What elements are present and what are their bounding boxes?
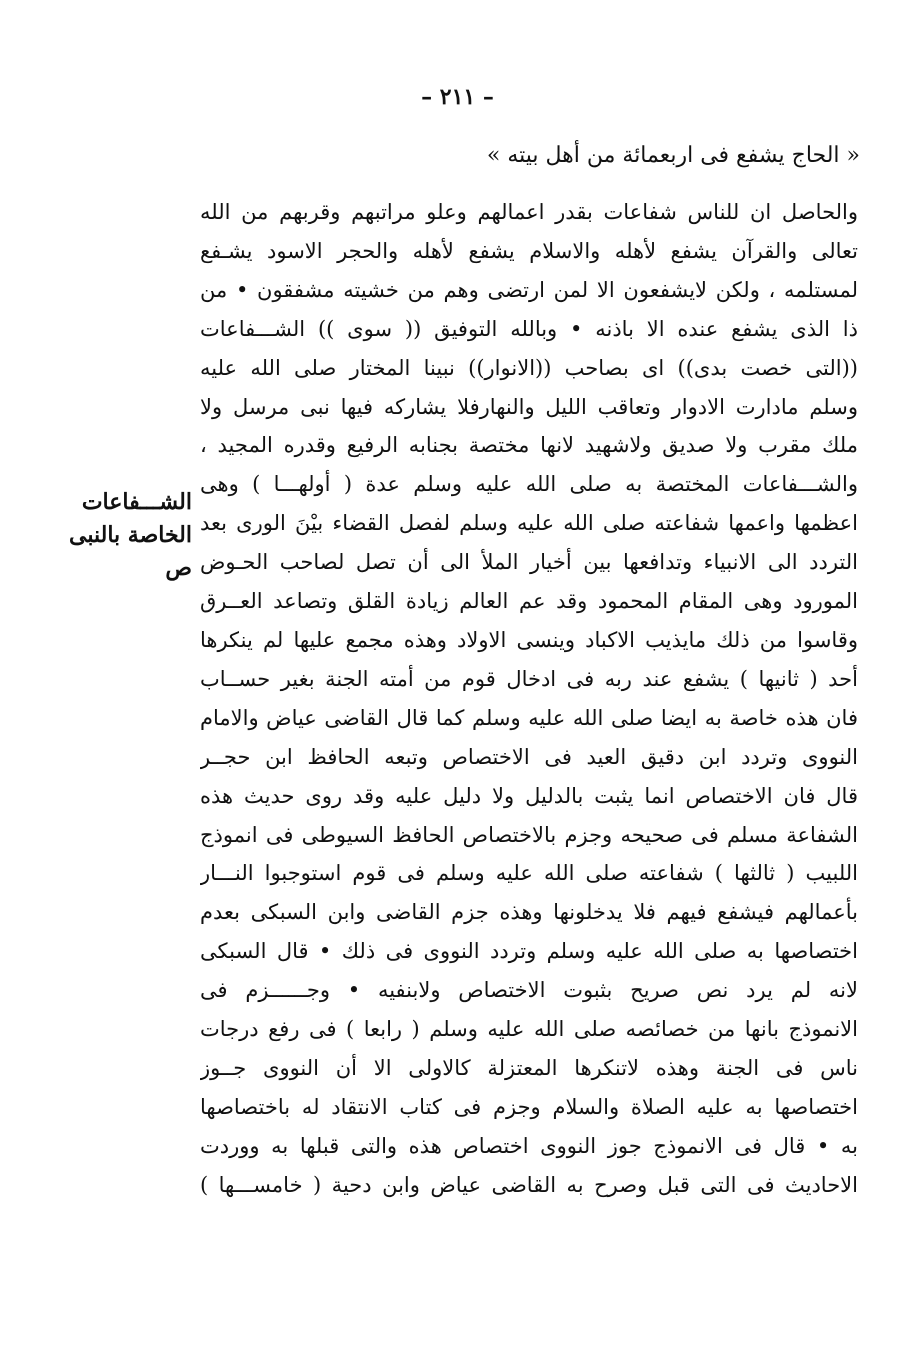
text-line: والشـــفاعات المختصة به صلى الله عليه وسلم عدة ( أولهـــا ) وهى xyxy=(200,472,858,497)
text-line: الانموذج بانها من خصائصه صلى الله عليه وسلم ( رابعا ) فى رفع درجات xyxy=(200,1017,858,1042)
page-number: – ٢١١ – xyxy=(421,84,494,110)
text-line: ناس فى الجنة وهذه لاتنكرها المعتزلة كالاولى الا أن النووى جــوز xyxy=(200,1055,858,1080)
text-line: النووى وتردد ابن دقيق العيد فى الاختصاص وتبعه الحافظ ابن حجــر xyxy=(200,744,858,769)
text-line: اختصاصها به عليه الصلاة والسلام وجزم فى كتاب الانتقاد له باختصاصها xyxy=(200,1094,858,1119)
text-line: الشفاعة مسلم فى صحيحه وجزم بالاختصاص الحافظ السيوطى فى انموذج xyxy=(200,822,858,847)
text-line: التردد الى الانبياء وتدافعها بين أخيار الملأ الى أن تصل لصاحب الحـوض xyxy=(200,550,858,575)
body-text xyxy=(200,193,858,1205)
text-line: ((التى خصت بدى)) اى بصاحب ((الانوار)) نبينا المختار صلى الله عليه xyxy=(200,355,858,380)
text-line: قال فان الاختصاص انما يثبت بالدليل ولا دليل عليه وقد روى حديث هذه xyxy=(200,783,858,808)
text-line: الاحاديث فى التى قبل وصرح به القاضى عياض وابن دحية ( خامســـها ) xyxy=(200,1172,858,1197)
text-line: اختصاصها به صلى الله عليه وسلم وتردد النووى فى ذلك • قال السبكى xyxy=(200,939,858,964)
text-line: بأعمالهم فيشفع فيهم فلا يدخلونها وهذه جزم القاضى وابن السبكى بعدم xyxy=(200,900,858,925)
text-line: ملك مقرب ولا صديق ولاشهيد لانها مختصة بجنابه الرفيع وقدره المجيد ، xyxy=(200,433,858,458)
header-line: « الحاج يشفع فى اربعمائة من أهل بيته » xyxy=(486,143,860,168)
text-line: لانه لم يرد نص صريح بثبوت الاختصاص ولابنفيه • وجــــــزم فى xyxy=(200,978,858,1003)
margin-note-line: الخاصة بالنبى xyxy=(69,522,192,548)
text-line: المورود وهى المقام المحمود وقد عم العالم زيادة القلق وتصاعد العــرق xyxy=(200,589,858,614)
text-line: أحد ( ثانيها ) يشفع عند ربه فى ادخال قوم من أمته الجنة بغير حســاب xyxy=(200,666,858,691)
margin-note xyxy=(30,486,192,585)
text-line: وسلم مادارت الادوار وتعاقب الليل والنهارفلا يشاركه فيها نبى مرسل ولا xyxy=(200,394,858,419)
text-line: اللبيب ( ثالثها ) شفاعته صلى الله عليه وسلم فى قوم استوجبوا النـــار xyxy=(200,861,858,886)
text-line: ذا الذى يشفع عنده الا باذنه • وبالله التوفيق (( سوى )) الشـــفاعات xyxy=(200,316,858,341)
text-line: فان هذه خاصة به ايضا صلى الله عليه وسلم كما قال القاضى عياض والامام xyxy=(200,705,858,730)
margin-note-line: ص xyxy=(165,555,192,581)
text-line: لمستلمه ، ولكن لايشفعون الا لمن ارتضى وهم من خشيته مشفقون • من xyxy=(200,277,858,302)
text-line: تعالى والقرآن يشفع لأهله والاسلام يشفع لأهله والحجر الاسود يشـفع xyxy=(200,238,858,263)
text-line: وقاسوا من ذلك مايذيب الاكباد وينسى الاولاد وهذه مجمع عليها لم ينكرها xyxy=(200,627,858,652)
text-line: اعظمها واعمها شفاعته صلى الله عليه وسلم لفصل القضاء بيْنَ الورى بعد xyxy=(200,511,858,536)
text-line: به • قال فى الانموذج جوز النووى اختصاص هذه والتى قبلها به ووردت xyxy=(200,1133,858,1158)
margin-note-line: الشـــفاعات xyxy=(81,489,192,515)
text-line: والحاصل ان للناس شفاعات بقدر اعمالهم وعلو مراتبهم وقربهم من الله xyxy=(200,200,858,224)
